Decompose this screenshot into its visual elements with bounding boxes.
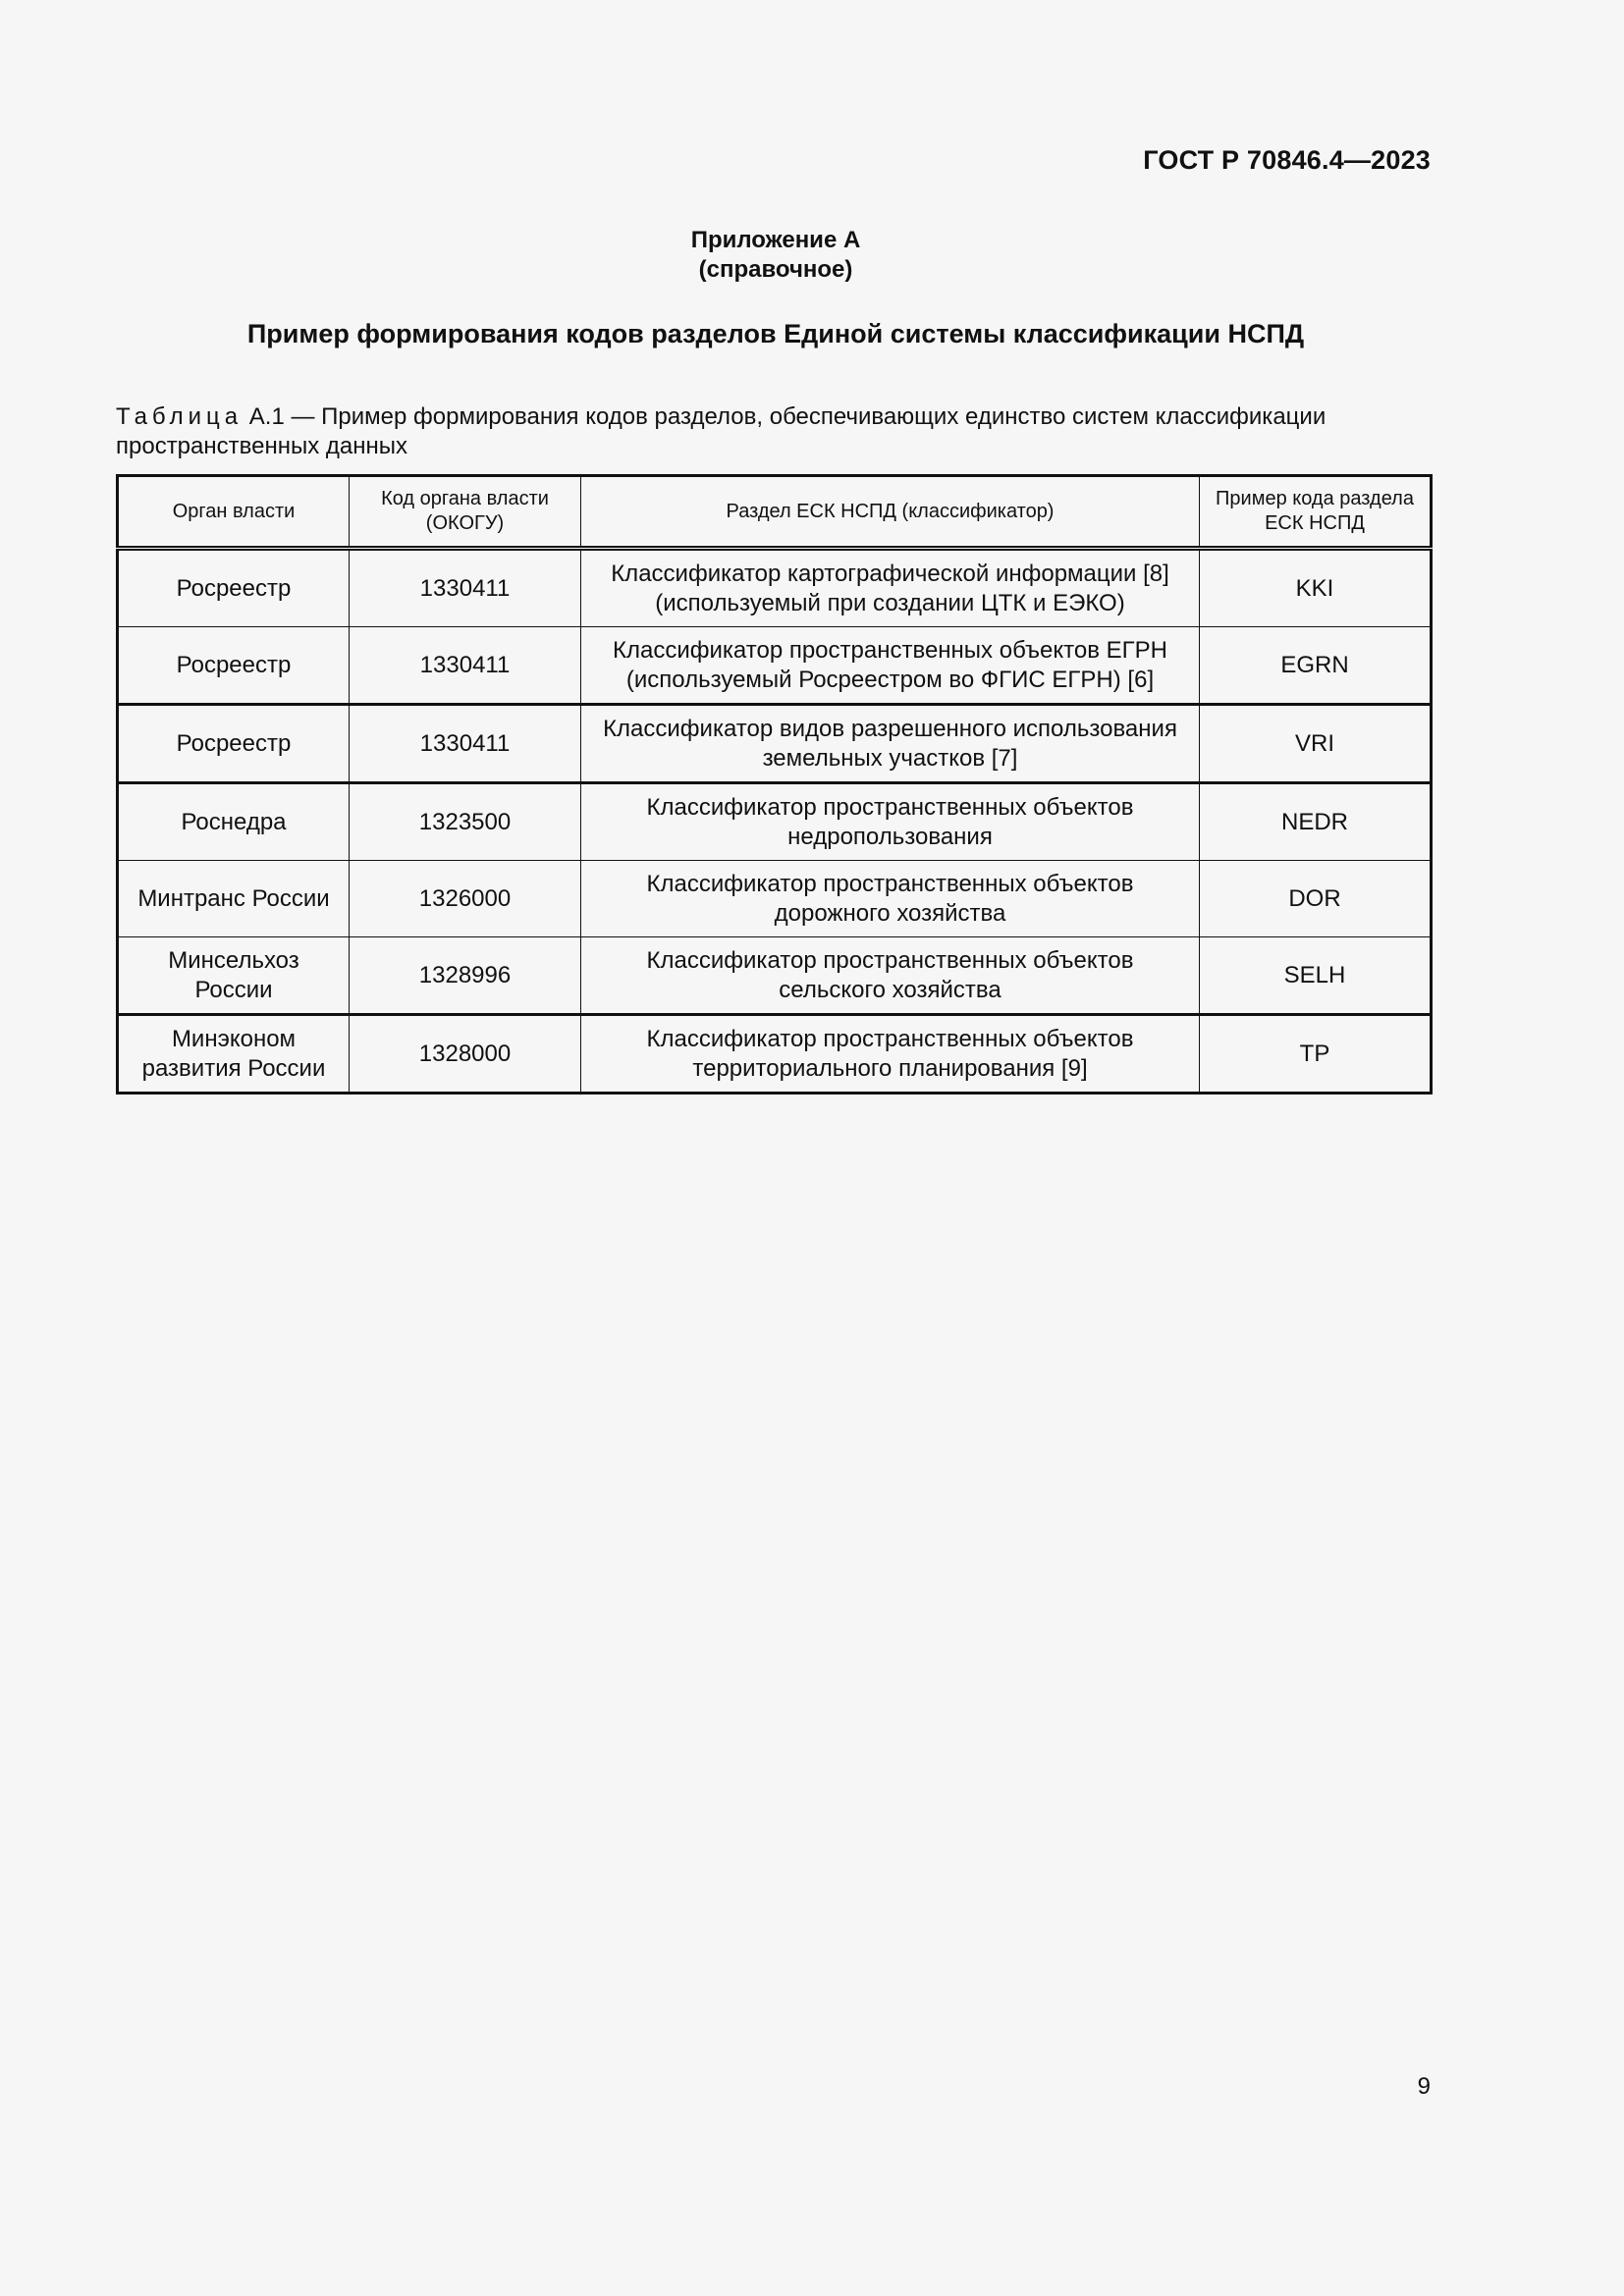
table-caption-label: Таблица <box>116 403 244 430</box>
header-section: Раздел ЕСК НСПД (классификатор) <box>581 476 1200 549</box>
cell-okogu-code: 1330411 <box>350 627 581 705</box>
cell-section: Классификатор пространственных объектов территориального планирования [9] <box>581 1015 1200 1094</box>
table-row <box>118 705 1432 783</box>
cell-okogu-code: 1330411 <box>350 549 581 627</box>
cell-section: Классификатор пространственных объектов недропользования <box>581 783 1200 861</box>
appendix-title: Приложение А <box>690 227 861 253</box>
cell-authority: Минтранс России <box>118 861 350 937</box>
table-row <box>118 627 1432 705</box>
classification-table <box>116 474 1433 1095</box>
table-caption <box>116 402 1434 461</box>
table-row <box>118 549 1432 627</box>
cell-section: Классификатор видов разрешенного использования земельных участков [7] <box>581 705 1200 783</box>
table-row <box>118 861 1432 937</box>
cell-okogu-code: 1328996 <box>350 937 581 1015</box>
table-header-row <box>118 476 1432 549</box>
cell-example-code: SELH <box>1200 937 1432 1015</box>
section-title: Пример формирования кодов разделов Единой системы классификации НСПД <box>246 319 1305 348</box>
cell-okogu-code: 1326000 <box>350 861 581 937</box>
cell-section: Классификатор картографической информации [8] (используемый при создании ЦТК и ЕЭКО) <box>581 549 1200 627</box>
page-number: 9 <box>1417 2073 1431 2100</box>
cell-authority: Росреестр <box>118 549 350 627</box>
cell-okogu-code: 1328000 <box>350 1015 581 1094</box>
cell-section: Классификатор пространственных объектов дорожного хозяйства <box>581 861 1200 937</box>
cell-example-code: DOR <box>1200 861 1432 937</box>
cell-section: Классификатор пространственных объектов сельского хозяйства <box>581 937 1200 1015</box>
cell-authority: Роснедра <box>118 783 350 861</box>
header-okogu-code: Код органа власти (ОКОГУ) <box>350 476 581 549</box>
table-caption-text: А.1 — Пример формирования кодов разделов, обеспечивающих единство систем классификации пространственных данных <box>116 403 1326 459</box>
cell-authority: Росреестр <box>118 627 350 705</box>
appendix-subtitle: (справочное) <box>698 256 853 283</box>
cell-example-code: EGRN <box>1200 627 1432 705</box>
cell-authority: Минэконом развития России <box>118 1015 350 1094</box>
cell-okogu-code: 1330411 <box>350 705 581 783</box>
cell-authority: Минсельхоз России <box>118 937 350 1015</box>
table-row <box>118 783 1432 861</box>
header-example-code: Пример кода раздела ЕСК НСПД <box>1200 476 1432 549</box>
appendix-heading <box>0 226 1551 285</box>
cell-okogu-code: 1323500 <box>350 783 581 861</box>
cell-example-code: TP <box>1200 1015 1432 1094</box>
header-authority: Орган власти <box>118 476 350 549</box>
cell-authority: Росреестр <box>118 705 350 783</box>
document-code: ГОСТ Р 70846.4—2023 <box>1143 145 1431 175</box>
cell-example-code: VRI <box>1200 705 1432 783</box>
cell-example-code: KKI <box>1200 549 1432 627</box>
cell-section: Классификатор пространственных объектов ЕГРН (используемый Росреестром во ФГИС ЕГРН) [6] <box>581 627 1200 705</box>
cell-example-code: NEDR <box>1200 783 1432 861</box>
table-row <box>118 937 1432 1015</box>
table-row <box>118 1015 1432 1094</box>
